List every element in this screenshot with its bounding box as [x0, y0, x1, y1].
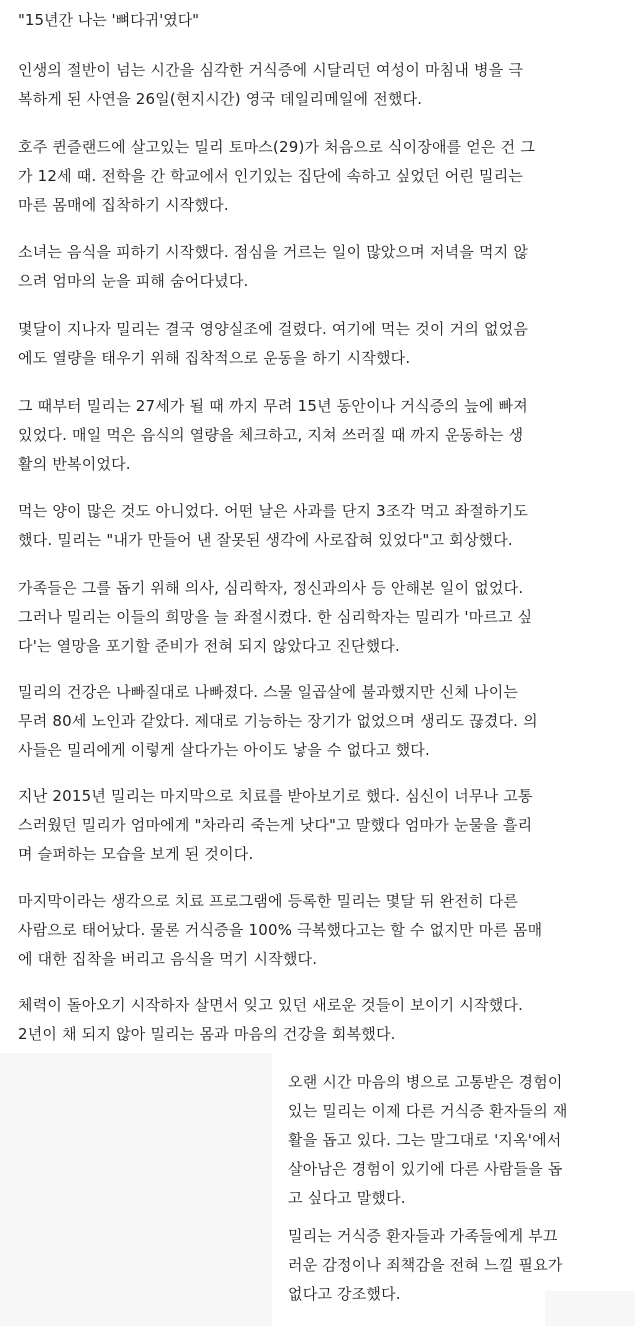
paragraph-avoid-food: 소녀는 음식을 피하기 시작했다. 점심을 거르는 일이 많았으며 저녁을 먹지 않 으려 엄마의 눈을 피해 숨어다녔다.	[18, 243, 529, 290]
paragraph-recovery: 마지막이라는 생각으로 치료 프로그램에 등록한 밀리는 몇달 뒤 완전히 다른 사람으로 태어났다. 물론 거식증을 100% 극복했다고는 할 수 없지만 마른 몸매 에 대한 집착을 버리고 음식을 먹기 시작했다.	[18, 892, 543, 968]
paragraph-no-shame: 밀리는 거식증 환자들과 가족들에게 부끄 러운 감정이나 죄책감을 전혀 느낄 필요가 없다고 강조했다.	[288, 1227, 563, 1303]
paragraph-health: 밀리의 건강은 나빠질대로 나빠졌다. 스물 일곱살에 불과했지만 신체 나이는 무려 80세 노인과 같았다. 제대로 기능하는 장기가 없었으며 생리도 끊겼다. 의 사들은 밀리에게 이렇게 살다가는 아이도 낳을 수 없다고 했다.	[18, 683, 538, 759]
paragraph-helping-others: 오랜 시간 마음의 병으로 고통받은 경험이 있는 밀리는 이제 다른 거식증 환자들의 재 활을 돕고 있다. 그는 말그대로 '지옥'에서 살아남은 경험이 있기에 다른 사람들을 돕 고 싶다고 말했다.	[288, 1073, 568, 1207]
paragraph-fifteen-years: 그 때부터 밀리는 27세가 될 때 까지 무려 15년 동안이나 거식증의 늪에 빠져 있었다. 매일 먹은 음식의 열량을 체크하고, 지쳐 쓰러질 때 까지 운동하는 생 활의 반복이었다.	[18, 397, 528, 473]
paragraph-background: 호주 퀸즐랜드에 살고있는 밀리 토마스(29)가 처음으로 식이장애를 얻은 건 그 가 12세 때. 전학을 간 학교에서 인기있는 집단에 속하고 싶었던 어린 밀리는 마른 몸매에 집착하기 시작했다.	[18, 138, 536, 214]
paragraph-eating: 먹는 양이 많은 것도 아니었다. 어떤 날은 사과를 단지 3조각 먹고 좌절하기도 했다. 밀리는 "내가 만들어 낸 잘못된 생각에 사로잡혀 있었다"고 회상했다.	[18, 502, 529, 549]
paragraph-malnutrition: 몇달이 지나자 밀리는 결국 영양실조에 걸렸다. 여기에 먹는 것이 거의 없었음 에도 열량을 태우기 위해 집착적으로 운동을 하기 시작했다.	[18, 320, 529, 367]
image-placeholder	[0, 1053, 272, 1326]
paragraph-family: 가족들은 그를 돕기 위해 의사, 심리학자, 정신과의사 등 안해본 일이 없었다. 그러나 밀리는 이들의 희망을 늘 좌절시켰다. 한 심리학자는 밀리가 '마르고 싶 다'는 열망을 포기할 준비가 전혀 되지 않았다고 진단했다.	[18, 579, 533, 655]
paragraph-treatment: 지난 2015년 밀리는 마지막으로 치료를 받아보기로 했다. 심신이 너무나 고통 스러웠던 밀리가 엄마에게 "차라리 죽는게 낫다"고 말했다 엄마가 눈물을 흘리 며 슬퍼하는 모습을 보게 된 것이다.	[18, 787, 533, 863]
article-title: "15년간 나는 '뼈다귀'였다"	[18, 11, 200, 29]
paragraph-new-life: 체력이 돌아오기 시작하자 살면서 잊고 있던 새로운 것들이 보이기 시작했다. 2년이 채 되지 않아 밀리는 몸과 마음의 건강을 회복했다.	[18, 996, 524, 1043]
paragraph-intro: 인생의 절반이 넘는 시간을 심각한 거식증에 시달리던 여성이 마침내 병을 극 복하게 된 사연을 26일(현지시간) 영국 데일리메일에 전했다.	[18, 61, 524, 108]
